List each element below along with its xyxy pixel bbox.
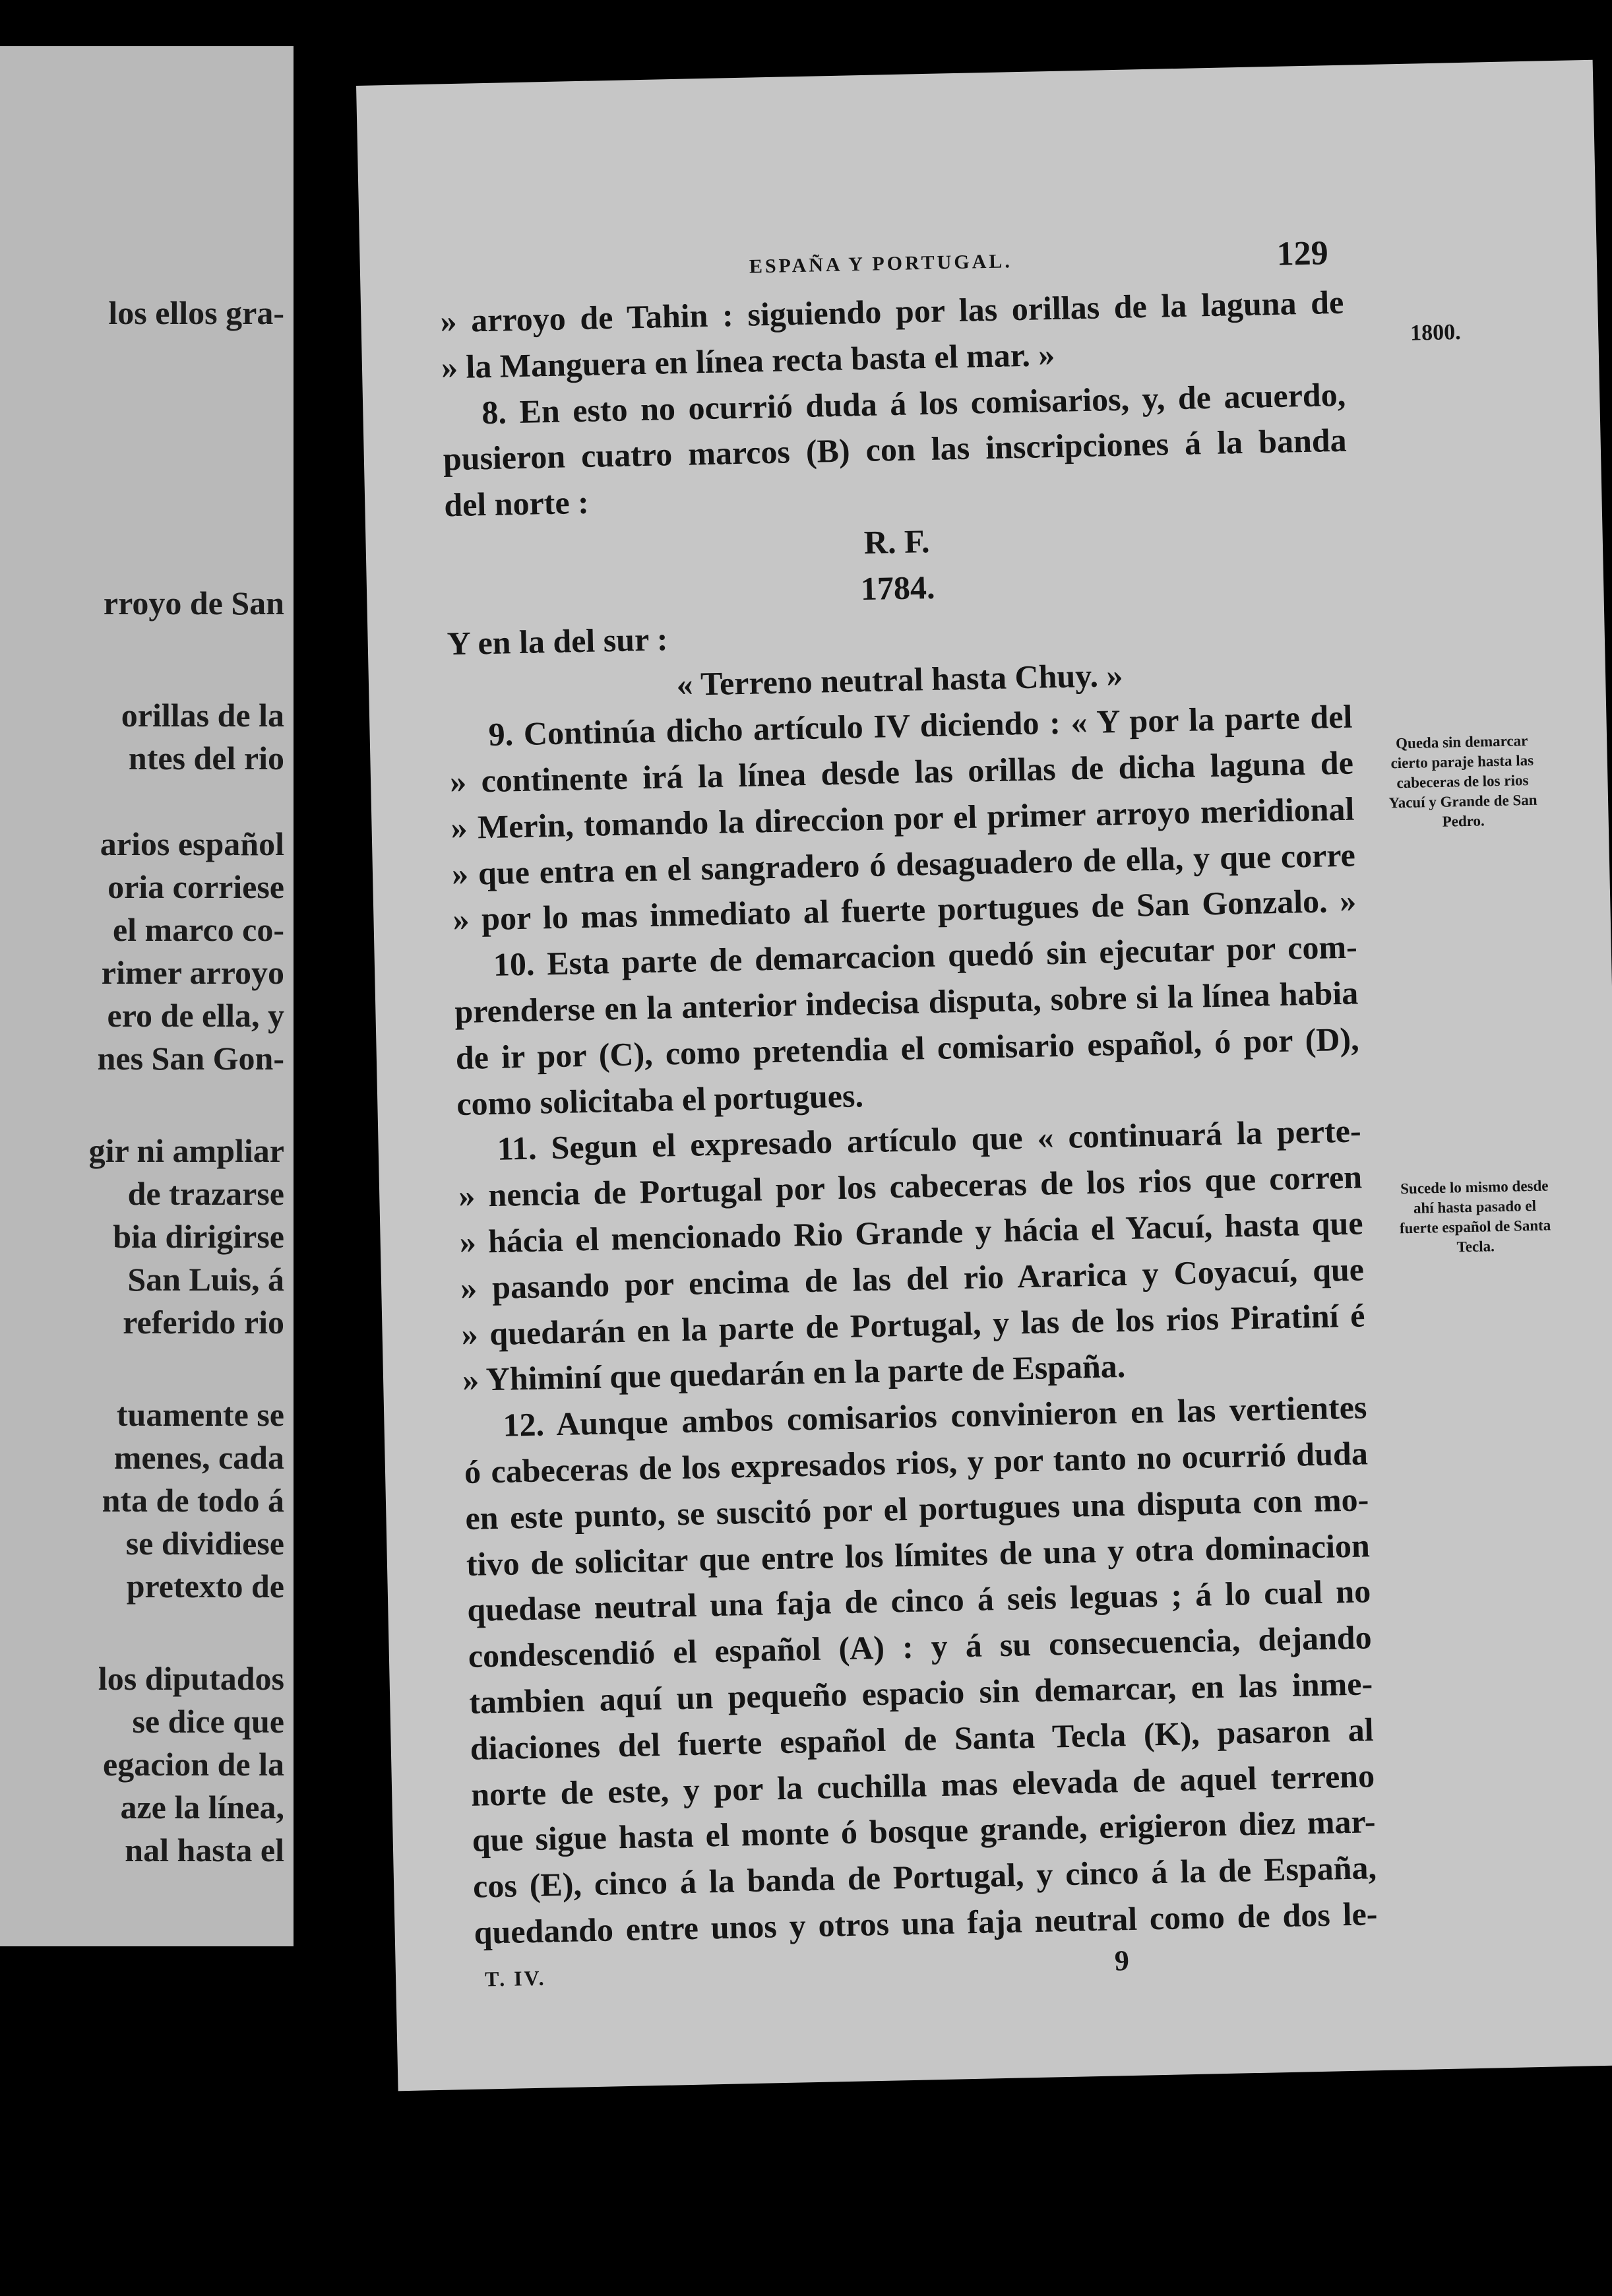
text-line: 10. Esta parte de demarcacion quedó sin ejecutar por com- bbox=[493, 928, 1358, 984]
body-text bbox=[440, 280, 1378, 1956]
left-page-line: orillas de la bbox=[121, 697, 284, 734]
page-number: 129 bbox=[1276, 234, 1329, 273]
text-line: de ir por (C), como pretendia el comisario español, ó por (D), bbox=[455, 1020, 1360, 1076]
text-line: como solicitaba el portugues. bbox=[456, 1076, 864, 1122]
left-page-line: nal hasta el bbox=[125, 1832, 284, 1868]
signature-mark: 9 bbox=[1114, 1944, 1130, 1977]
book-page bbox=[356, 60, 1612, 2091]
left-page-line: pretexto de bbox=[126, 1568, 284, 1605]
text-line: norte de este, y por la cuchilla mas elevada de aquel terreno bbox=[470, 1756, 1375, 1813]
left-page-line: rroyo de San bbox=[103, 585, 284, 622]
inscription-line: 1784. bbox=[860, 568, 935, 607]
volume-mark: T. IV. bbox=[484, 1965, 546, 1991]
left-page-line: referido rio bbox=[123, 1304, 284, 1341]
left-page-line: se dividiese bbox=[125, 1525, 284, 1562]
text-line: » por lo mas inmediato al fuerte portugues de San Gonzalo. » bbox=[452, 881, 1357, 938]
text-line: 11. Segun el expresado artículo que « continuará la perte- bbox=[497, 1112, 1362, 1168]
text-line: quedando entre unos y otros una faja neutral como de dos le- bbox=[474, 1895, 1378, 1951]
inscription-line: R. F. bbox=[863, 522, 931, 561]
text-line: condescendió el español (A) : y á su consecuencia, dejando bbox=[468, 1618, 1373, 1675]
text-line: en este punto, se suscitó por el portugues una disputa con mo- bbox=[464, 1481, 1369, 1537]
text-line: » nencia de Portugal por los cabeceras de los rios que corren bbox=[458, 1158, 1363, 1215]
text-line: tambien aquí un pequeño espacio sin demarcar, en las inme- bbox=[468, 1665, 1373, 1721]
left-facing-page bbox=[0, 46, 294, 1946]
text-line: diaciones del fuerte español de Santa Tecla (K), pasaron al bbox=[470, 1710, 1375, 1767]
text-line: » Merin, tomando la direccion por el primer arroyo meridional bbox=[450, 790, 1355, 846]
text-line: cos (E), cinco á la banda de Portugal, y cinco á la de España, bbox=[472, 1849, 1377, 1905]
inscription-line: « Terreno neutral hasta Chuy. » bbox=[676, 656, 1124, 703]
text-line: pusieron cuatro marcos (B) con las inscripciones á la banda bbox=[443, 422, 1348, 478]
left-page-line: bia dirigirse bbox=[113, 1218, 284, 1255]
margin-year: 1800. bbox=[1410, 320, 1462, 346]
left-page-line: egacion de la bbox=[103, 1746, 284, 1783]
left-page-line: se dice que bbox=[132, 1703, 284, 1740]
text-line: 9. Continúa dicho artículo IV diciendo : « Y por la parte del bbox=[488, 697, 1353, 753]
left-page-line: rimer arroyo bbox=[101, 954, 284, 991]
text-line: » continente irá la línea desde las orillas de dicha laguna de bbox=[449, 744, 1354, 800]
left-page-line: nta de todo á bbox=[102, 1482, 284, 1519]
margin-note: Queda sin demarcar cierto paraje hasta las cabeceras de los rios Yacuí y Grande de San Pedro. bbox=[1388, 732, 1537, 830]
left-page-line: de trazarse bbox=[127, 1175, 284, 1212]
left-page-line: los ellos gra- bbox=[108, 294, 284, 331]
text-line: » hácia el mencionado Rio Grande y hácia el Yacuí, hasta que bbox=[459, 1204, 1364, 1261]
running-header: ESPAÑA Y PORTUGAL. bbox=[749, 250, 1013, 278]
left-page-line: oria corriese bbox=[108, 868, 284, 905]
text-line: » que entra en el sangradero ó desaguadero de ella, y que corre bbox=[451, 836, 1356, 892]
text-line: del norte : bbox=[443, 483, 590, 524]
text-line: » pasando por encima de las del rio Ararica y Coyacuí, que bbox=[460, 1250, 1365, 1306]
left-page-line: nes San Gon- bbox=[97, 1040, 284, 1077]
text-line: tivo de solicitar que entre los límites de una y otra dominacion bbox=[466, 1526, 1371, 1583]
left-page-line: arios español bbox=[100, 825, 284, 862]
margin-note: Sucede lo mismo desde ahí hasta pasado el fuerte español de Santa Tecla. bbox=[1399, 1177, 1551, 1256]
text-line: prenderse en la anterior indecisa disputa, sobre si la línea habia bbox=[454, 974, 1359, 1031]
left-page-line: el marco co- bbox=[112, 911, 284, 948]
text-line: » quedarán en la parte de Portugal, y las de los rios Piratiní é bbox=[461, 1296, 1365, 1353]
text-line: » la Manguera en línea recta basta el mar. » bbox=[441, 335, 1055, 386]
text-line: que sigue hasta el monte ó bosque grande, erigieron diez mar- bbox=[472, 1802, 1377, 1859]
text-line: quedase neutral una faja de cinco á seis leguas ; á lo cual no bbox=[466, 1572, 1371, 1629]
left-page-line: ntes del rio bbox=[128, 740, 284, 777]
text-line: ó cabeceras de los expresados rios, y por tanto no ocurrió duda bbox=[464, 1434, 1369, 1490]
text-line: 8. En esto no ocurrió duda á los comisarios, y, de acuerdo, bbox=[481, 375, 1346, 431]
left-page-line: tuamente se bbox=[116, 1396, 284, 1433]
left-page-line: los diputados bbox=[98, 1660, 284, 1697]
left-page-line: gir ni ampliar bbox=[88, 1132, 284, 1169]
text-line: Y en la del sur : bbox=[447, 620, 668, 662]
text-line: » arroyo de Tahin : siguiendo por las orillas de la laguna de bbox=[439, 283, 1344, 340]
left-page-line: ero de ella, y bbox=[107, 997, 284, 1034]
text-line: » Yhiminí que quedarán en la parte de España. bbox=[462, 1347, 1126, 1399]
left-page-line: menes, cada bbox=[113, 1439, 284, 1476]
text-line: 12. Aunque ambos comisarios convinieron en las vertientes bbox=[502, 1388, 1367, 1444]
left-page-line: San Luis, á bbox=[127, 1261, 284, 1298]
left-page-line: aze la línea, bbox=[120, 1789, 284, 1826]
